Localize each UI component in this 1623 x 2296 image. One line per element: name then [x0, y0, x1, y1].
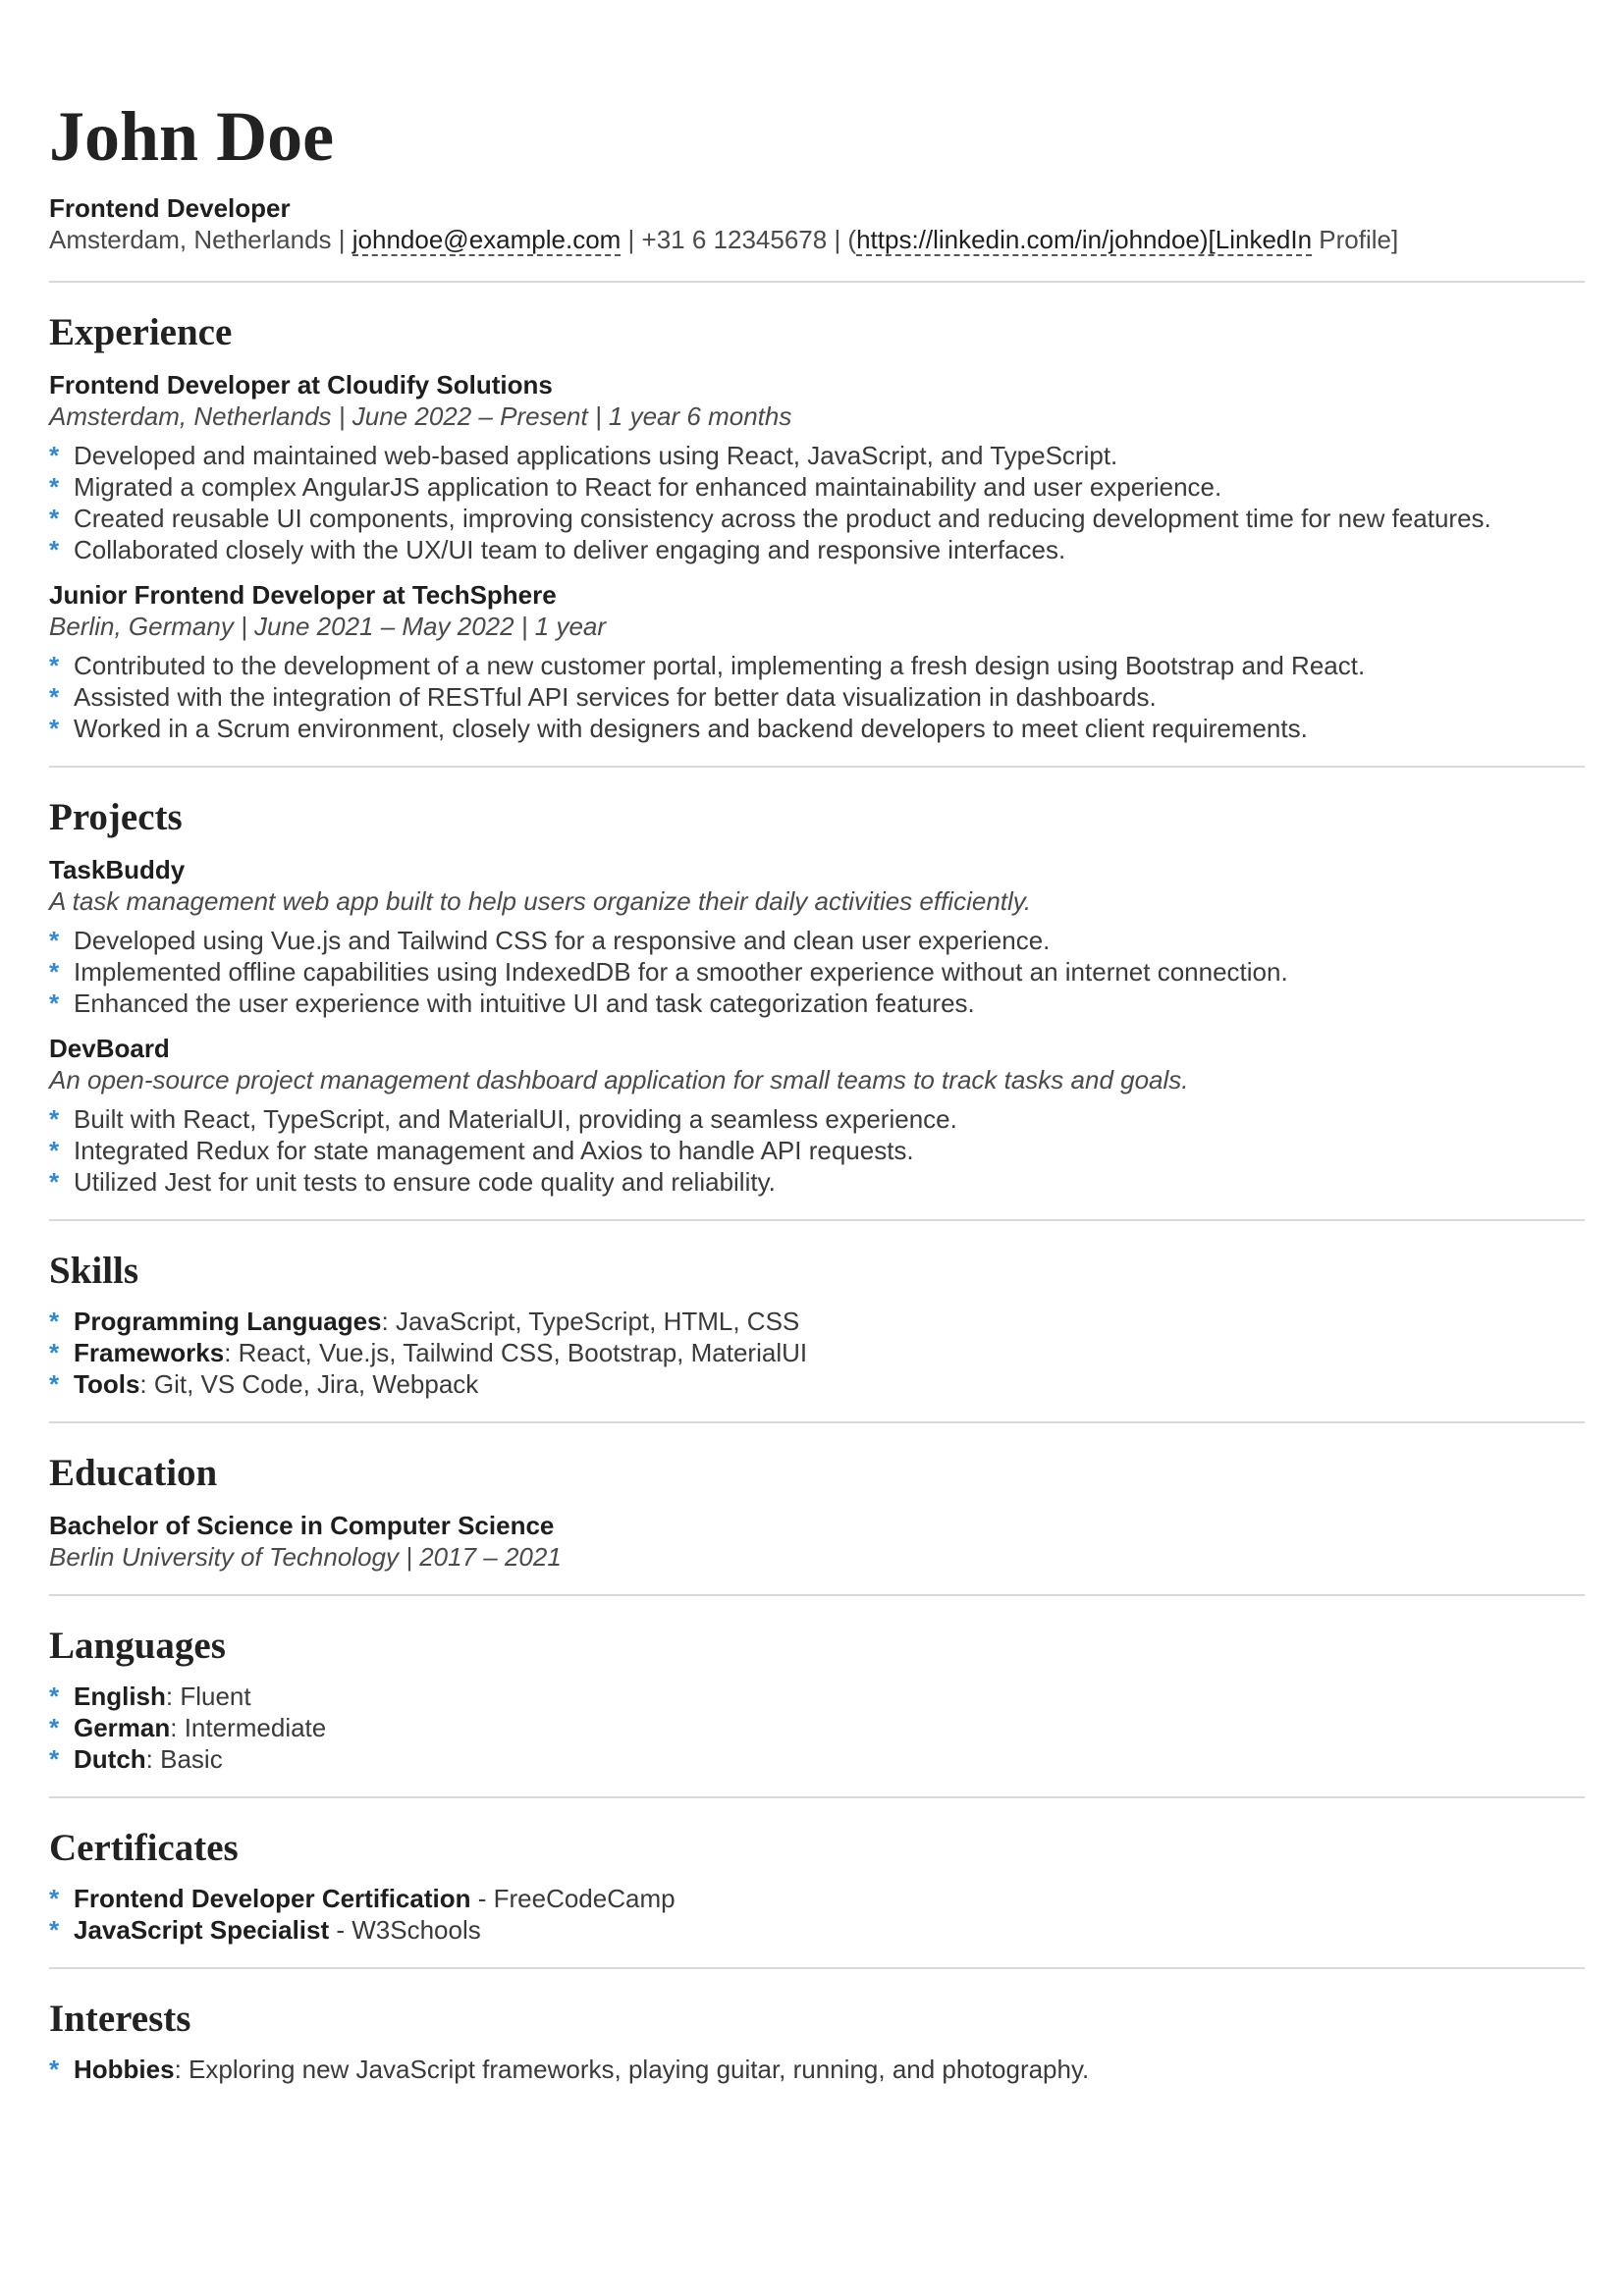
- project-title: TaskBuddy: [49, 855, 186, 884]
- bullet-icon: *: [49, 1713, 60, 1742]
- linkedin-prefix: (: [847, 225, 857, 254]
- separator: |: [827, 225, 848, 254]
- email-link[interactable]: johndoe@example.com: [352, 225, 622, 254]
- separator: |: [331, 225, 352, 254]
- linkedin-suffix: Profile]: [1312, 225, 1399, 254]
- bullet-list: [49, 650, 1585, 744]
- item-value: : Exploring new JavaScript frameworks, playing guitar, running, and photography.: [174, 2055, 1090, 2084]
- bullet-icon: *: [49, 2055, 60, 2084]
- list-item: [49, 1306, 1585, 1337]
- list-item: [49, 1712, 1585, 1743]
- item-label: English: [74, 1682, 166, 1711]
- education-section: [49, 1423, 1585, 1594]
- contact-line: [49, 224, 1585, 255]
- bullet-icon: *: [49, 1682, 60, 1711]
- list-item: [49, 1135, 1585, 1166]
- item-value: : Basic: [145, 1744, 223, 1774]
- list-item-text: Implemented offline capabilities using IndexedDB for a smoother experience without an internet connection.: [74, 957, 1288, 987]
- list-item: [49, 534, 1585, 565]
- bullet-icon: *: [49, 1744, 60, 1774]
- item-value: : Fluent: [165, 1682, 251, 1711]
- bullet-icon: *: [49, 1915, 60, 1945]
- skills-list: [49, 1306, 1585, 1400]
- list-item: [49, 440, 1585, 471]
- item-label: Hobbies: [74, 2055, 175, 2084]
- list-item: [49, 925, 1585, 956]
- degree-title: Bachelor of Science in Computer Science: [49, 1511, 555, 1540]
- section-heading: Certificates: [49, 1827, 239, 1869]
- bullet-list: [49, 925, 1585, 1019]
- list-item-text: Utilized Jest for unit tests to ensure code quality and reliability.: [74, 1167, 776, 1197]
- item-label: Dutch: [74, 1744, 146, 1774]
- list-item-text: Created reusable UI components, improving consistency across the product and reducing development time for new features.: [74, 504, 1491, 533]
- bullet-icon: *: [49, 1136, 60, 1165]
- list-item: [49, 1681, 1585, 1712]
- separator: |: [621, 225, 642, 254]
- section-heading: Experience: [49, 311, 233, 353]
- item-label: Tools: [74, 1369, 140, 1399]
- list-item: [49, 988, 1585, 1019]
- bullet-icon: *: [49, 504, 60, 533]
- item-value: : JavaScript, TypeScript, HTML, CSS: [381, 1307, 800, 1336]
- section-heading: Languages: [49, 1625, 226, 1667]
- list-item: [49, 713, 1585, 744]
- bullet-icon: *: [49, 441, 60, 470]
- bullet-icon: *: [49, 926, 60, 955]
- list-item: [49, 1166, 1585, 1198]
- list-item-text: Migrated a complex AngularJS application to React for enhanced maintainability and user experience.: [74, 472, 1222, 502]
- bullet-icon: *: [49, 535, 60, 564]
- bullet-icon: *: [49, 1307, 60, 1336]
- section-heading: Interests: [49, 1998, 191, 2040]
- list-item: [49, 2054, 1585, 2085]
- experience-section: [49, 283, 1585, 766]
- section-heading: Skills: [49, 1250, 139, 1292]
- item-label: Frontend Developer Certification: [74, 1884, 471, 1913]
- list-item: [49, 503, 1585, 534]
- job-title: Frontend Developer at Cloudify Solutions: [49, 370, 553, 400]
- list-item-text: Assisted with the integration of RESTful API services for better data visualization in dashboards.: [74, 682, 1157, 712]
- interests-list: [49, 2054, 1585, 2085]
- item-label: Programming Languages: [74, 1307, 382, 1336]
- section-heading: Projects: [49, 796, 183, 838]
- list-item-text: Enhanced the user experience with intuitive UI and task categorization features.: [74, 988, 975, 1018]
- list-item-text: Collaborated closely with the UX/UI team to deliver engaging and responsive interfaces.: [74, 535, 1066, 564]
- item-value: : React, Vue.js, Tailwind CSS, Bootstrap, MaterialUI: [224, 1338, 808, 1367]
- bullet-icon: *: [49, 472, 60, 502]
- location-text: Amsterdam, Netherlands: [49, 225, 332, 254]
- list-item: [49, 650, 1585, 681]
- bullet-icon: *: [49, 1369, 60, 1399]
- item-value: : Intermediate: [170, 1713, 327, 1742]
- languages-section: [49, 1596, 1585, 1796]
- bullet-icon: *: [49, 1167, 60, 1197]
- project-title: DevBoard: [49, 1034, 170, 1063]
- list-item: [49, 956, 1585, 988]
- certificates-section: [49, 1798, 1585, 1967]
- interests-section: [49, 1969, 1585, 2107]
- section-heading: Education: [49, 1452, 218, 1494]
- item-value: - FreeCodeCamp: [470, 1884, 676, 1913]
- degree-meta: Berlin University of Technology | 2017 – 2021: [49, 1542, 562, 1572]
- list-item: [49, 1368, 1585, 1400]
- project-list: [49, 854, 1585, 1198]
- list-item-text: Developed and maintained web-based applications using React, JavaScript, and TypeScript.: [74, 441, 1118, 470]
- job-list: [49, 369, 1585, 744]
- languages-list: [49, 1681, 1585, 1775]
- certificates-list: [49, 1883, 1585, 1946]
- job-meta: Amsterdam, Netherlands | June 2022 – Present | 1 year 6 months: [49, 401, 792, 431]
- bullet-list: [49, 440, 1585, 565]
- item-value: : Git, VS Code, Jira, Webpack: [139, 1369, 479, 1399]
- skills-section: [49, 1221, 1585, 1421]
- list-item: [49, 681, 1585, 713]
- list-item: [49, 1883, 1585, 1914]
- item-label: JavaScript Specialist: [74, 1915, 330, 1945]
- bullet-list: [49, 1103, 1585, 1198]
- bullet-icon: *: [49, 957, 60, 987]
- list-item: [49, 1103, 1585, 1135]
- bullet-icon: *: [49, 714, 60, 743]
- header-info: [49, 192, 1585, 255]
- list-item-text: Built with React, TypeScript, and MaterialUI, providing a seamless experience.: [74, 1104, 957, 1134]
- job-title: Junior Frontend Developer at TechSphere: [49, 580, 557, 610]
- phone-text: +31 6 12345678: [641, 225, 828, 254]
- bullet-icon: *: [49, 682, 60, 712]
- bullet-icon: *: [49, 1104, 60, 1134]
- job-meta: Berlin, Germany | June 2021 – May 2022 | 1 year: [49, 612, 607, 641]
- project-description: A task management web app built to help users organize their daily activities efficiently.: [49, 886, 1032, 916]
- list-item: [49, 1337, 1585, 1368]
- project-description: An open-source project management dashboard application for small teams to track tasks and goals.: [49, 1065, 1189, 1095]
- list-item: [49, 471, 1585, 503]
- bullet-icon: *: [49, 1338, 60, 1367]
- bullet-icon: *: [49, 988, 60, 1018]
- item-label: Frameworks: [74, 1338, 225, 1367]
- resume-sections: [49, 281, 1585, 2107]
- job-subtitle: Frontend Developer: [49, 193, 291, 223]
- list-item-text: Integrated Redux for state management and Axios to handle API requests.: [74, 1136, 914, 1165]
- list-item-text: Contributed to the development of a new customer portal, implementing a fresh design using Bootstrap and React.: [74, 651, 1366, 680]
- list-item: [49, 1914, 1585, 1946]
- bullet-icon: *: [49, 651, 60, 680]
- linkedin-link[interactable]: https://linkedin.com/in/johndoe)[LinkedIn: [856, 225, 1313, 254]
- bullet-icon: *: [49, 1884, 60, 1913]
- projects-section: [49, 768, 1585, 1219]
- item-label: German: [74, 1713, 171, 1742]
- item-value: - W3Schools: [329, 1915, 481, 1945]
- list-item-text: Worked in a Scrum environment, closely with designers and backend developers to meet client requirements.: [74, 714, 1308, 743]
- resume-name: John Doe: [49, 97, 335, 176]
- list-item: [49, 1743, 1585, 1775]
- list-item-text: Developed using Vue.js and Tailwind CSS for a responsive and clean user experience.: [74, 926, 1051, 955]
